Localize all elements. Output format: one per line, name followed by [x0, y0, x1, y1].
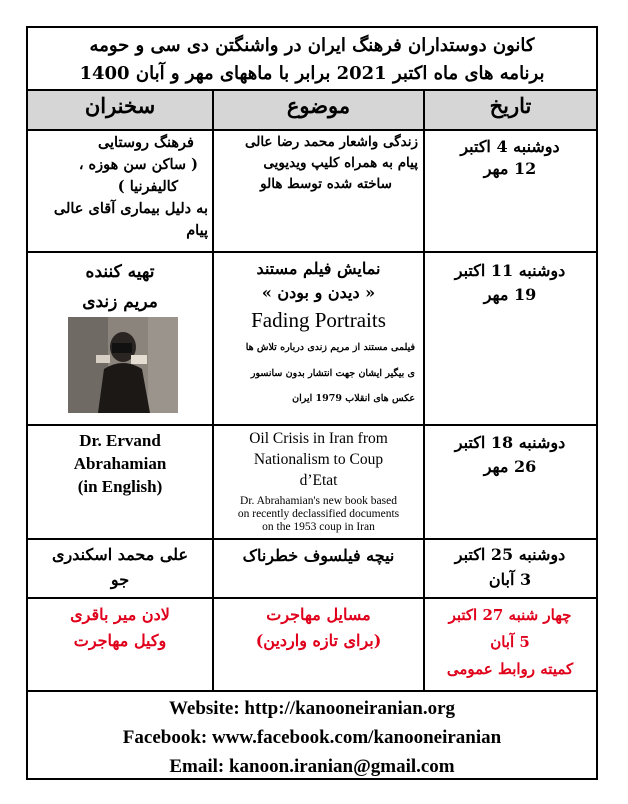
speaker-text: کالیفرنیا ) [117, 178, 178, 195]
date-text: چهار شنبه 27 اکتبر [448, 606, 572, 624]
row2-speaker [32, 257, 208, 317]
row1-date [427, 136, 593, 180]
date-text: 3 آبان [488, 570, 532, 589]
topic-text: زندگی واشعار محمد رضا عالی [244, 134, 418, 150]
date-text: دوشنبه 4 اکتبر [460, 137, 560, 156]
facebook-link[interactable]: Facebook: www.facebook.com/kanooneiranian [122, 727, 502, 748]
topic-description: on the 1953 coup in Iran [262, 521, 375, 533]
topic-text: ساخته شده توسط هالو [260, 176, 392, 192]
row3-date [427, 431, 593, 479]
row4-date [427, 542, 593, 592]
divider [28, 424, 596, 426]
topic-text: d’Etat [299, 472, 338, 489]
row2-date [427, 259, 593, 307]
column-speaker: سخنران [84, 93, 156, 118]
row5-date [427, 602, 593, 683]
date-text: دوشنبه 25 اکتبر [454, 545, 566, 564]
header-cell-speaker [28, 91, 212, 129]
header-cell-topic [214, 91, 423, 129]
divider [28, 251, 596, 253]
title-line-2: برنامه های ماه اکتبر 2021 برابر با ماههای مهر و آبان 1400 [79, 63, 545, 84]
contact-footer [28, 694, 596, 781]
divider [28, 89, 596, 91]
divider [423, 89, 425, 692]
speaker-photo [68, 317, 178, 413]
row3-speaker [32, 429, 208, 498]
speaker-text: ( ساکن سن هوزه ، [78, 156, 198, 173]
speaker-text: جو [110, 570, 130, 589]
speaker-text: فرهنگ روستایی [97, 134, 194, 151]
divider [28, 597, 596, 599]
topic-text: (برای تازه واردین) [255, 631, 382, 650]
row3-topic [216, 428, 421, 534]
speaker-text: تهیه کننده [85, 262, 155, 282]
row1-speaker [32, 132, 208, 242]
divider [28, 690, 596, 692]
topic-text: Nationalism to Coup [253, 451, 384, 468]
row4-speaker [32, 542, 208, 592]
row4-topic [216, 544, 421, 568]
film-title-english: Fading Portraits [251, 308, 386, 332]
divider [28, 129, 596, 131]
topic-text: پیام به همراه کلیپ ویدیویی [263, 155, 418, 171]
email-link[interactable]: Email: kanoon.iranian@gmail.com [169, 756, 455, 777]
date-text: دوشنبه 11 اکتبر [454, 261, 566, 280]
topic-description: on recently declassified documents [237, 508, 400, 520]
speaker-text: لادن میر باقری [70, 605, 170, 624]
topic-text: Oil Crisis in Iran from [249, 430, 388, 447]
column-topic: موضوع [286, 93, 351, 118]
program-table [26, 26, 598, 780]
website-link[interactable]: Website: http://kanooneiranian.org [168, 698, 456, 719]
topic-text: نیچه فیلسوف خطرناک [242, 546, 395, 565]
date-text: دوشنبه 18 اکتبر [454, 433, 566, 452]
speaker-text: پیام [186, 222, 208, 239]
speaker-text: Abrahamian [73, 454, 167, 473]
speaker-text: وکیل مهاجرت [73, 631, 167, 650]
date-text: 12 مهر [483, 159, 537, 178]
topic-text: نمایش فیلم مستند [256, 259, 381, 278]
organizer-text: کمیته روابط عمومی [446, 660, 574, 678]
topic-description: Dr. Abrahamian's new book based [240, 495, 397, 507]
speaker-text: (in English) [77, 477, 163, 496]
divider [212, 89, 214, 692]
column-date: تاریخ [489, 93, 532, 118]
topic-text: مسایل مهاجرت [266, 605, 371, 624]
photographer-image [68, 317, 178, 413]
speaker-text: به دلیل بیماری آقای عالی [53, 200, 208, 217]
row5-speaker [32, 602, 208, 654]
topic-description: عکس های انقلاب 1979 ایران [292, 393, 415, 404]
date-text: 19 مهر [483, 285, 537, 304]
topic-description: فیلمی مستند از مریم زندی درباره تلاش ها [245, 342, 415, 353]
topic-text: « دیدن و بودن » [261, 283, 376, 302]
topic-description: ی بیگیر ایشان جهت انتشار بدون سانسور [250, 368, 415, 379]
speaker-text: مریم زندی [82, 292, 158, 312]
title-line-1: کانون دوستداران فرهنگ ایران در واشنگتن دی سی و حومه [89, 35, 535, 56]
divider [28, 538, 596, 540]
date-text: 26 مهر [483, 457, 537, 476]
speaker-text: علی محمد اسکندری [51, 545, 189, 564]
row5-topic [216, 602, 421, 654]
header-cell-date [425, 91, 596, 129]
row2-topic [216, 257, 421, 411]
speaker-text: Dr. Ervand [79, 431, 161, 450]
row1-topic [218, 132, 418, 195]
date-text: 5 آبان [490, 633, 530, 651]
